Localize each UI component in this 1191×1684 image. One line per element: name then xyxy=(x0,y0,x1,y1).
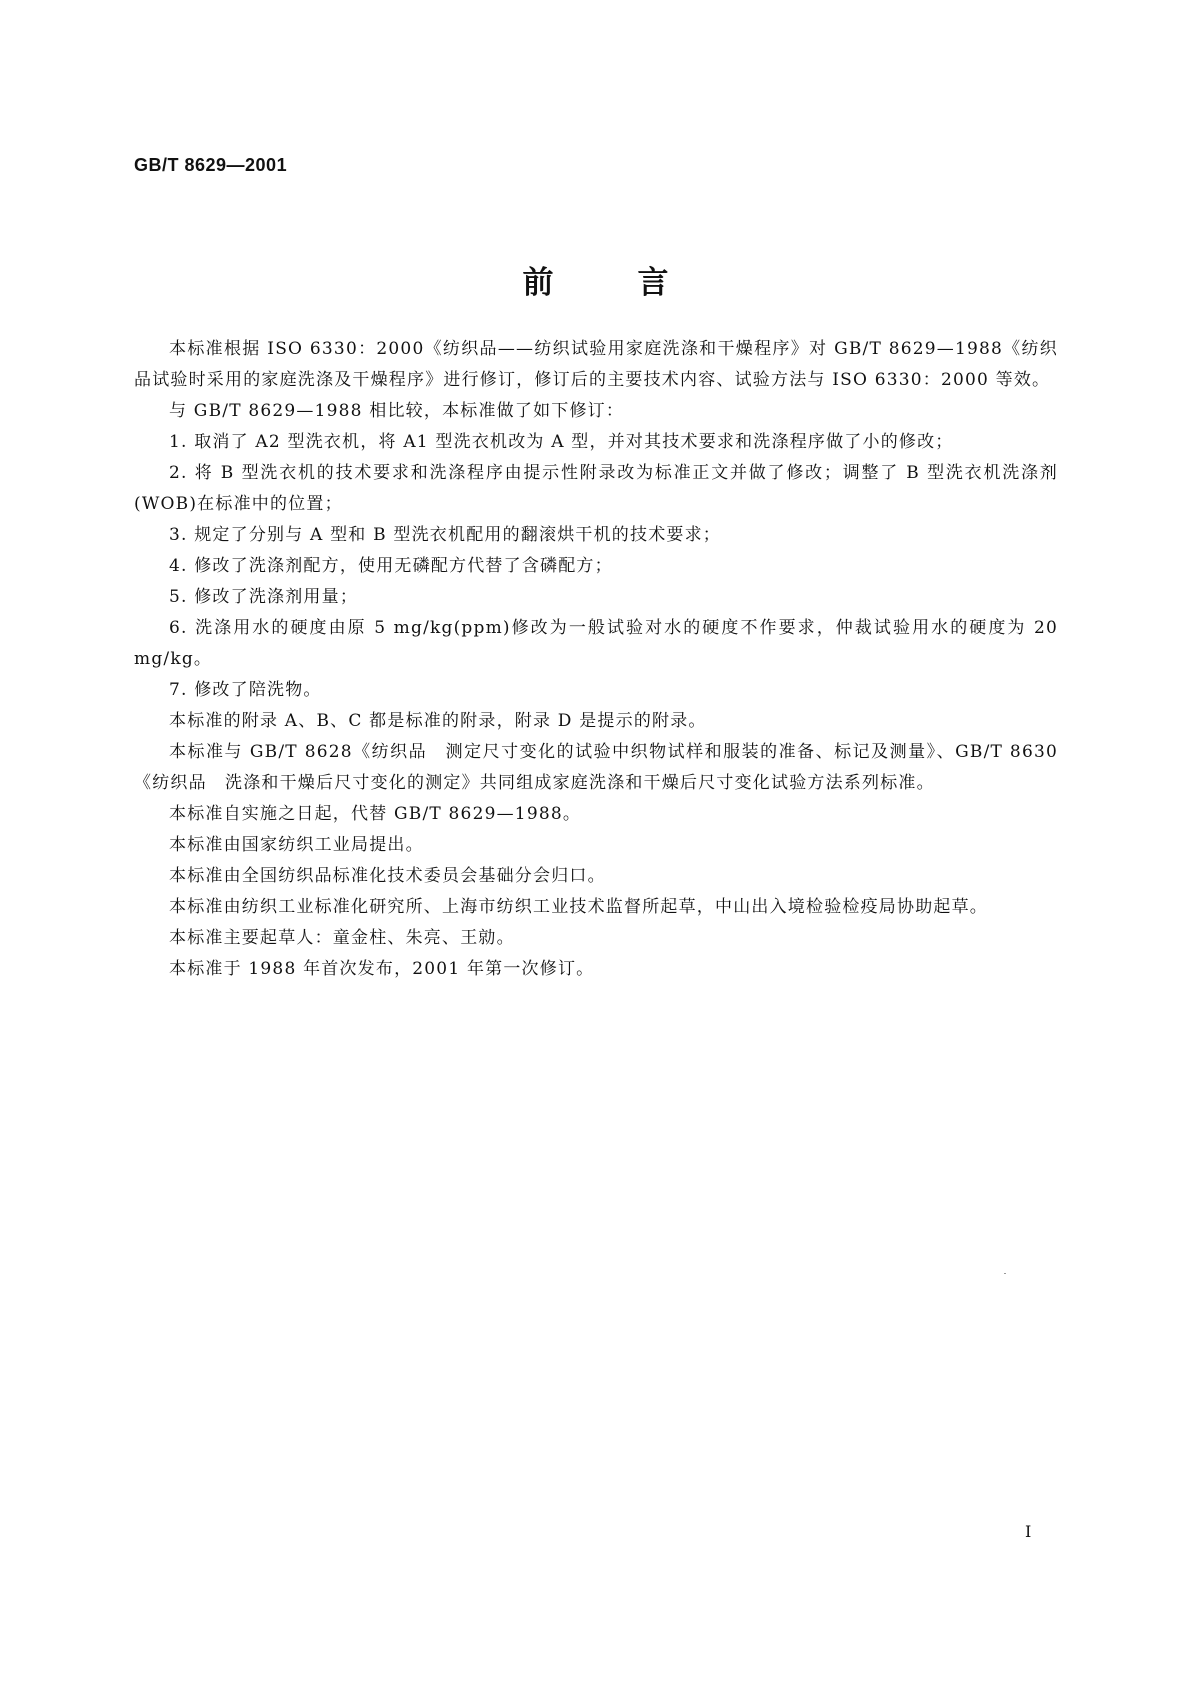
paragraph: 本标准由纺织工业标准化研究所、上海市纺织工业技术监督所起草，中山出入境检验检疫局协助起草。 xyxy=(169,897,988,917)
list-item: 7. 修改了陪洗物。 xyxy=(169,680,322,700)
list-item: 4. 修改了洗涤剂配方，使用无磷配方代替了含磷配方； xyxy=(169,556,613,576)
title-char-2: 言 xyxy=(637,265,669,301)
paragraph: 本标准由国家纺织工业局提出。 xyxy=(169,835,424,855)
list-item: 2. 将 B 型洗衣机的技术要求和洗涤程序由提示性附录改为标准正文并做了修改；调整了 B 型洗衣机洗涤剂(WOB)在标准中的位置； xyxy=(134,463,1058,514)
paragraph: 本标准于 1988 年首次发布，2001 年第一次修订。 xyxy=(169,959,595,979)
page-number: I xyxy=(1025,1522,1032,1541)
paragraph: 本标准自实施之日起，代替 GB/T 8629—1988。 xyxy=(169,804,582,824)
page-title xyxy=(0,265,1191,301)
paragraph: 本标准与 GB/T 8628《纺织品 测定尺寸变化的试验中织物试样和服装的准备、标记及测量》、GB/T 8630《纺织品 洗涤和干燥后尺寸变化的测定》共同组成家庭洗涤和干燥后尺寸变化试验方法系列标准。 xyxy=(134,742,1058,793)
standard-number: GB/T 8629—2001 xyxy=(134,155,288,175)
list-item: 1. 取消了 A2 型洗衣机，将 A1 型洗衣机改为 A 型，并对其技术要求和洗涤程序做了小的修改； xyxy=(169,432,954,452)
paragraph: 本标准根据 ISO 6330：2000《纺织品——纺织试验用家庭洗涤和干燥程序》对 GB/T 8629—1988《纺织品试验时采用的家庭洗涤及干燥程序》进行修订，修订后的主要技术内容、试验方法与 ISO 6330：2000 等效。 xyxy=(134,339,1058,390)
paragraph: 本标准主要起草人：童金柱、朱亮、王勍。 xyxy=(169,928,515,948)
paragraph: 本标准的附录 A、B、C 都是标准的附录，附录 D 是提示的附录。 xyxy=(169,711,707,731)
paragraph: 与 GB/T 8629—1988 相比较，本标准做了如下修订： xyxy=(169,401,625,421)
title-char-1: 前 xyxy=(522,265,554,301)
paragraph: 本标准由全国纺织品标准化技术委员会基础分会归口。 xyxy=(169,866,606,886)
scan-speck xyxy=(1004,1273,1006,1274)
list-item: 6. 洗涤用水的硬度由原 5 mg/kg(ppm)修改为一般试验对水的硬度不作要求，仲裁试验用水的硬度为 20 mg/kg。 xyxy=(134,618,1058,669)
list-item: 5. 修改了洗涤剂用量； xyxy=(169,587,359,607)
list-item: 3. 规定了分别与 A 型和 B 型洗衣机配用的翻滚烘干机的技术要求； xyxy=(169,525,722,545)
foreword-body xyxy=(134,334,1058,985)
